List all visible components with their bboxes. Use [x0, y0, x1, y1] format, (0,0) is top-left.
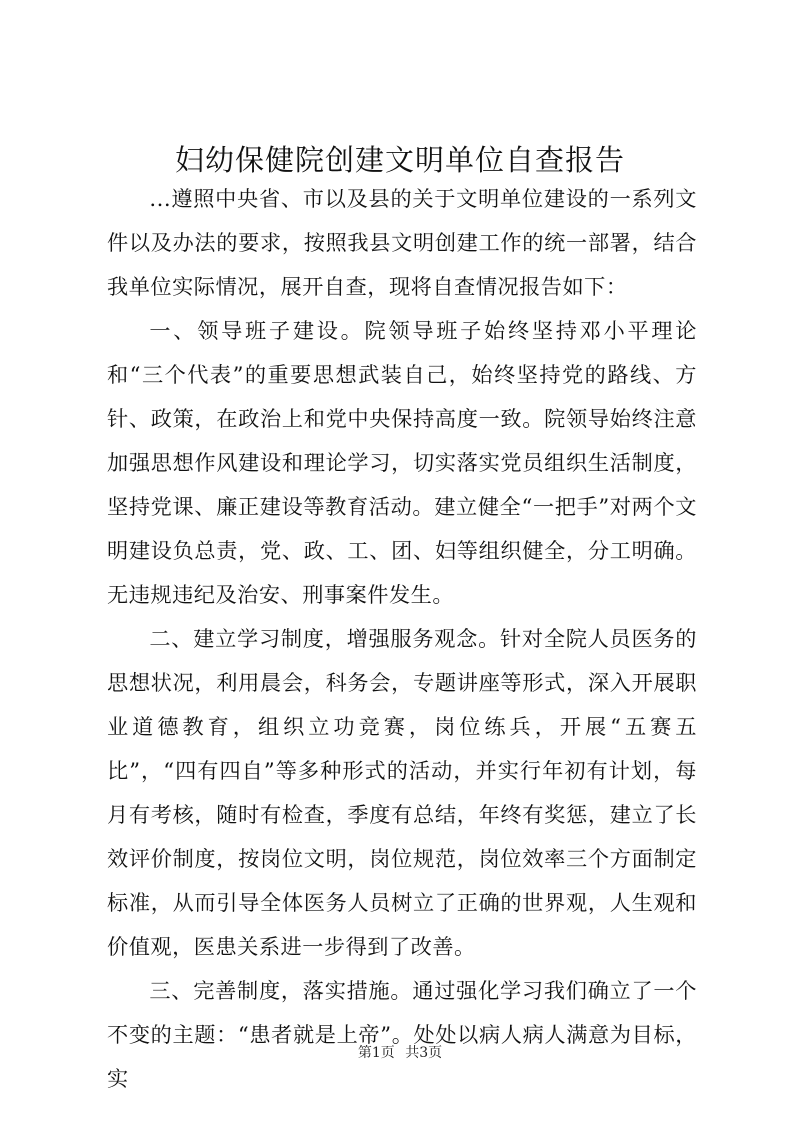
page-footer — [0, 1043, 800, 1063]
paragraph-intro: ...遵照中央省、市以及县的关于文明单位建设的一系列文件以及办法的要求，按照我县文明创建工作的统一部署，结合我单位实际情况，展开自查，现将自查情况报告如下： — [107, 186, 697, 299]
page-total: 共3页 — [405, 1045, 443, 1061]
document-title: 妇幼保健院创建文明单位自查报告 — [174, 143, 625, 177]
paragraph-section-2: 二、建立学习制度，增强服务观念。针对全院人员医务的思想状况，利用晨会，科务会，专题讲座等形式，深入开展职业道德教育，组织立功竞赛，岗位练兵，开展“五赛五比”，“四有四自”等多种形式的活动，并实行年初有计划，每月有考核，随时有检查，季度有总结，年终有奖惩，建立了长效评价制度，按岗位文明，岗位规范，岗位效率三个方面制定标准，从而引导全体医务人员树立了正确的世界观，人生观和价值观，医患关系进一步得到了改善。 — [107, 626, 697, 959]
document-body — [107, 177, 697, 1101]
paragraph-section-1: 一、领导班子建设。院领导班子始终坚持邓小平理论和“三个代表”的重要思想武装自己，始终坚持党的路线、方针、政策，在政治上和党中央保持高度一致。院领导始终注意加强思想作风建设和理论学习，切实落实党员组织生活制度，坚持党课、廉正建设等教育活动。建立健全“一把手”对两个文明建设负总责，党、政、工、团、妇等组织健全，分工明确。无违规违纪及治安、刑事案件发生。 — [107, 318, 697, 607]
page-number: 第1页 — [357, 1045, 395, 1061]
paragraph-section-3: 三、完善制度，落实措施。通过强化学习我们确立了一个不变的主题：“患者就是上帝”。处处以病人病人满意为目标，实 — [107, 978, 697, 1091]
